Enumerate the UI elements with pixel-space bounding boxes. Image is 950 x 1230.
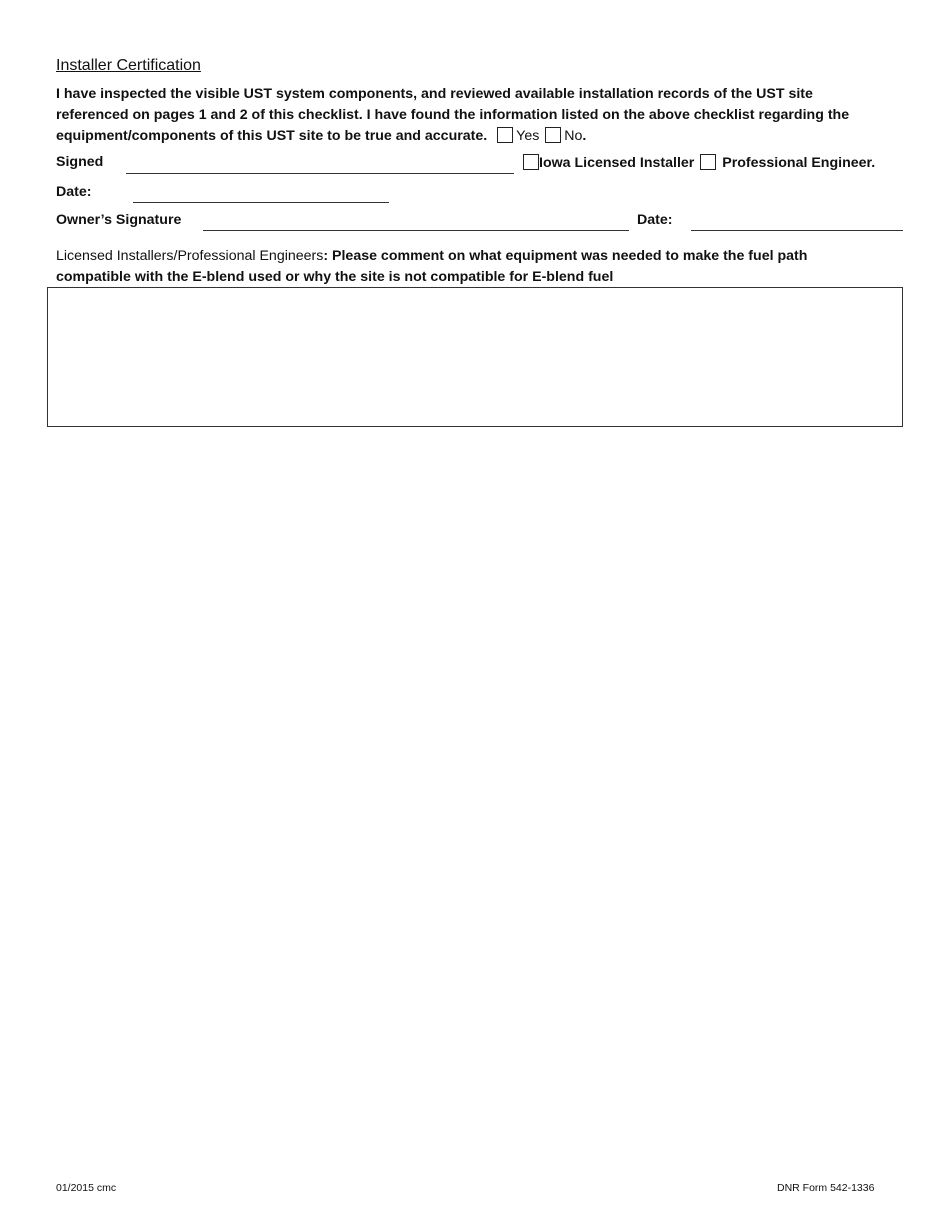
owner-signature-label: Owner’s Signature bbox=[56, 212, 182, 228]
iowa-licensed-installer-checkbox[interactable] bbox=[523, 154, 539, 170]
footer-date-code: 01/2015 cmc bbox=[56, 1182, 117, 1194]
comment-box[interactable] bbox=[47, 287, 903, 427]
date-field[interactable] bbox=[133, 202, 389, 203]
statement-period: . bbox=[582, 128, 587, 144]
certification-statement bbox=[56, 84, 916, 147]
owner-signature-field[interactable] bbox=[203, 230, 629, 231]
statement-line-2: referenced on pages 1 and 2 of this checklist. I have found the information listed on the above checklist regarding the bbox=[56, 107, 850, 123]
footer-form-number: DNR Form 542-1336 bbox=[777, 1182, 875, 1194]
section-title: Installer Certification bbox=[56, 57, 201, 74]
comment-instructions-line-1 bbox=[56, 246, 916, 267]
owner-date-field[interactable] bbox=[691, 230, 903, 231]
comment-instructions-line-2: compatible with the E-blend used or why the site is not compatible for E-blend fuel bbox=[56, 269, 614, 285]
comment-bold-text: : Please comment on what equipment was needed to make the fuel path bbox=[323, 248, 808, 264]
comment-prefix: Licensed Installers/Professional Engineers bbox=[56, 248, 324, 264]
signed-label: Signed bbox=[56, 154, 104, 170]
license-type-group bbox=[523, 154, 875, 171]
no-label: No bbox=[564, 128, 583, 144]
no-checkbox[interactable] bbox=[545, 127, 561, 143]
statement-line-3 bbox=[56, 126, 916, 147]
owner-date-label: Date: bbox=[637, 212, 673, 228]
iowa-licensed-installer-label: Iowa Licensed Installer bbox=[539, 155, 695, 171]
comment-instructions bbox=[56, 246, 916, 288]
yes-label: Yes bbox=[516, 128, 540, 144]
yes-checkbox[interactable] bbox=[497, 127, 513, 143]
signed-field[interactable] bbox=[126, 173, 514, 174]
date-label: Date: bbox=[56, 184, 92, 200]
statement-line-3-text: equipment/components of this UST site to be true and accurate. bbox=[56, 128, 488, 144]
statement-line-1: I have inspected the visible UST system components, and reviewed available installation records of the UST site bbox=[56, 86, 813, 102]
professional-engineer-label: Professional Engineer. bbox=[722, 155, 876, 171]
professional-engineer-checkbox[interactable] bbox=[700, 154, 716, 170]
